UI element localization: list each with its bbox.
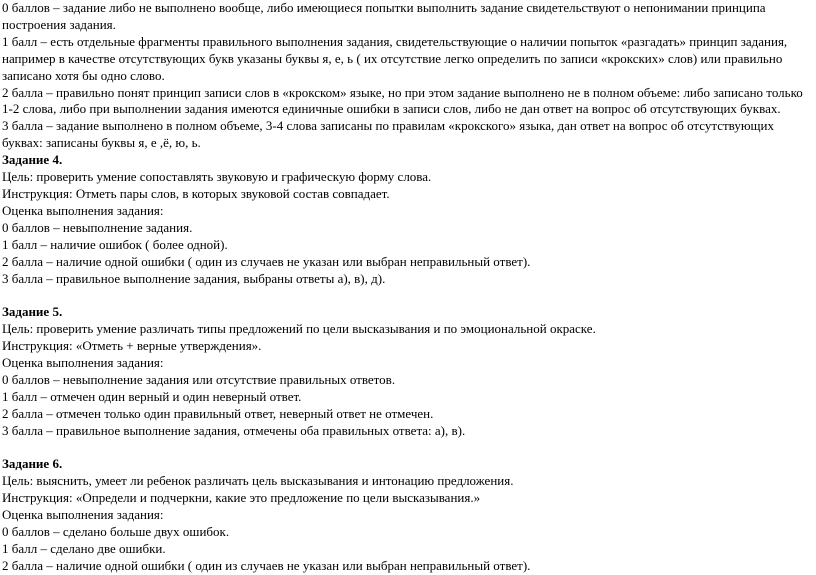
paragraph-text: Цель: проверить умение сопоставлять звуковую и графическую форму слова. — [2, 169, 432, 185]
paragraph-text: 2 балла – наличие одной ошибки ( один из случаев не указан или выбран неправильный ответ). — [2, 557, 531, 573]
paragraph-text: 2 балла – правильно понят принцип записи слов в «крокском» языке, но при этом задание выполнено не в полном объеме: либо записано только 1-2 слова, либо при выполнении задания имеются единичные ошибки в записи слов, либо не дан ответ на вопрос об отсутствующих буквах. — [2, 84, 803, 117]
paragraph-text: Оценка выполнения задания: — [2, 202, 164, 218]
paragraph-text: 3 балла – правильное выполнение задания, выбраны ответы а), в), д). — [2, 270, 386, 286]
task-heading: Задание 6. — [2, 456, 63, 472]
task-heading: Задание 5. — [2, 304, 63, 320]
paragraph-text: Оценка выполнения задания: — [2, 355, 164, 371]
task-heading: Задание 4. — [2, 152, 63, 168]
paragraph-text: 0 баллов – сделано больше двух ошибок. — [2, 524, 230, 540]
paragraph-text: 0 баллов – невыполнение задания или отсутствие правильных ответов. — [2, 371, 396, 387]
paragraph-text: 2 балла – отмечен только один правильный ответ, неверный ответ не отмечен. — [2, 405, 434, 421]
paragraph-text: Инструкция: «Определи и подчеркни, какие это предложение по цели высказывания.» — [2, 490, 481, 506]
paragraph-text: 0 баллов – задание либо не выполнено вообще, либо имеющиеся попытки выполнить задание свидетельствуют о непонимании принципа построения задания. — [2, 0, 766, 32]
paragraph-text: Оценка выполнения задания: — [2, 507, 164, 523]
paragraph-text: 1 балл – есть отдельные фрагменты правильного выполнения задания, свидетельствующие о наличии попыток «разгадать» принцип задания, например в качестве отсутствующих букв указаны буквы я, е, ь ( их отсутствие легко определить по записи «крокских» слов) или правильно записано хотя бы одно слово. — [2, 33, 788, 83]
paragraph-text: Инструкция: «Отметь + верные утверждения». — [2, 338, 262, 354]
paragraph-text: 1 балл – отмечен один верный и один неверный ответ. — [2, 388, 302, 404]
paragraph-spacer — [2, 287, 814, 304]
paragraph-text: 3 балла – правильное выполнение задания, отмечены оба правильных ответа: а), в). — [2, 422, 466, 438]
paragraph-text: 1 балл – сделано две ошибки. — [2, 540, 166, 556]
paragraph-text: Инструкция: Отметь пары слов, в которых звуковой состав совпадает. — [2, 185, 390, 201]
paragraph-text: Цель: выяснить, умеет ли ребенок различать цель высказывания и интонацию предложения. — [2, 473, 514, 489]
paragraph-text: 3 балла – задание выполнено в полном объеме, 3-4 слова записаны по правилам «крокского» языка, дан ответ на вопрос об отсутствующих буквах: записаны буквы я, е ,ё, ю, ь. — [2, 118, 775, 151]
paragraph-text: 2 балла – наличие одной ошибки ( один из случаев не указан или выбран неправильный ответ). — [2, 253, 531, 269]
paragraph-spacer — [2, 440, 814, 457]
paragraph-text: 0 баллов – невыполнение задания. — [2, 219, 193, 235]
paragraph-text: 1 балл – наличие ошибок ( более одной). — [2, 236, 228, 252]
paragraph-text: Цель: проверить умение различать типы предложений по цели высказывания и по эмоциональной окраске. — [2, 321, 596, 337]
